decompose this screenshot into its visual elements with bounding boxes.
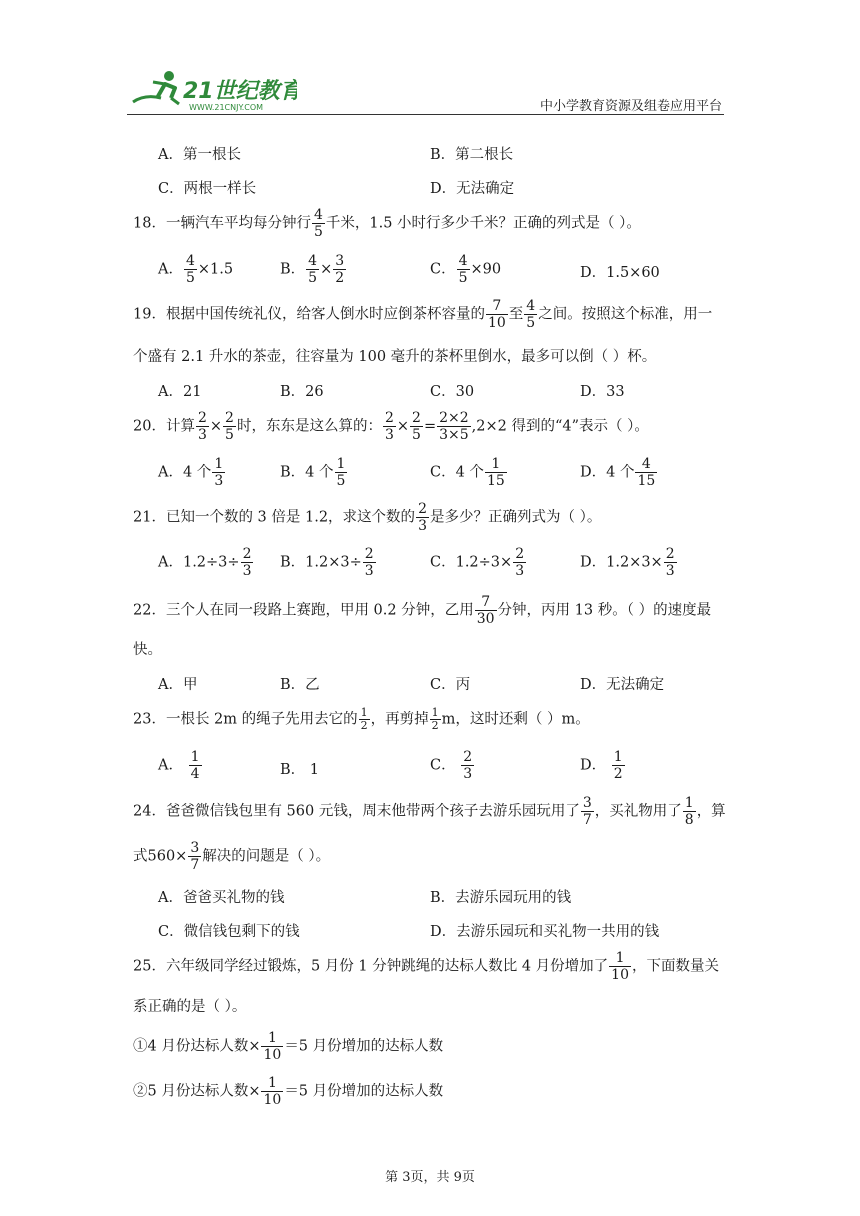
question-23: 23．一根长 2m 的绳子先用去它的 $\frac{1}{2}$ ，再剪掉 $\frac{1}{2}$ m，这时还剩（ ）m。 (133, 706, 590, 732)
q25-statement-1: ①4 月份达标人数× $\frac{1}{10}$ ＝5 月份增加的达标人数 (133, 1030, 444, 1063)
q18-option-b: B． $\frac{4}{5}$ × $\frac{3}{2}$ (280, 253, 345, 286)
logo (127, 68, 297, 114)
q21-option-b: B．1.2×3÷ $\frac{2}{3}$ (280, 546, 374, 579)
q21-option-c: C．1.2÷3× $\frac{2}{3}$ (430, 546, 525, 579)
question-19: 19．根据中国传统礼仪，给客人倒水时应倒茶杯容量的 $\frac{7}{10}$ 至 $\frac{4}{5}$ 之间。按照这个标准，用一 (133, 298, 713, 331)
q23-option-d: D． $\frac{1}{2}$ (580, 749, 623, 782)
q24-option-a: A．爸爸买礼物的钱 (158, 890, 285, 906)
q21-option-a: A．1.2÷3÷ $\frac{2}{3}$ (158, 546, 252, 579)
q22-option-d: D．无法确定 (580, 677, 665, 693)
question-21: 21．已知一个数的 3 倍是 1.2，求这个数的 $\frac{2}{3}$ 是多少？正确列式为（ ）。 (133, 501, 602, 534)
question-19-line2: 个盛有 2.1 升水的茶壶，往容量为 100 毫升的茶杯里倒水，最多可以倒（ ）杯。 (133, 349, 657, 365)
q17-option-d: D．无法确定 (430, 181, 515, 197)
q19-option-b: B．26 (280, 384, 324, 400)
q20-option-d: D．4 个 $\frac{4}{15}$ (580, 456, 656, 489)
q18-option-a: A． $\frac{4}{5}$ ×1.5 (158, 253, 234, 286)
question-22-line2: 快。 (133, 642, 162, 658)
question-22: 22．三个人在同一段路上赛跑，甲用 0.2 分钟，乙用 $\frac{7}{30}$ 分钟，丙用 13 秒。（ ）的速度最 (133, 594, 712, 627)
question-18: 18．一辆汽车平均每分钟行 $\frac{4}{5}$ 千米，1.5 小时行多少千米？正确的列式是（ ）。 (133, 207, 641, 240)
q19-option-a: A．21 (158, 384, 202, 400)
question-24: 24．爸爸微信钱包里有 560 元钱，周末他带两个孩子去游乐园玩用了 $\frac{3}{7}$ ，买礼物用了 $\frac{1}{8}$ ，算 (133, 795, 726, 828)
q20-option-a: A．4 个 $\frac{1}{3}$ (158, 456, 224, 489)
q23-option-c: C． $\frac{2}{3}$ (430, 749, 473, 782)
q23-option-a: A． $\frac{1}{4}$ (158, 749, 200, 782)
q19-option-d: D．33 (580, 384, 625, 400)
q17-option-a: A．第一根长 (158, 147, 241, 163)
svg-text:21世纪教育: 21世纪教育 (183, 79, 297, 104)
q22-option-c: C．丙 (430, 677, 471, 693)
question-25: 25．六年级同学经过锻炼，5 月份 1 分钟跳绳的达标人数比 4 月份增加了 $\frac{1}{10}$ ，下面数量关 (133, 950, 719, 983)
q20-option-c: C．4 个 $\frac{1}{15}$ (430, 456, 505, 489)
q24-option-c: C．微信钱包剩下的钱 (158, 924, 300, 940)
q23-option-b: B． 1 (280, 762, 319, 778)
question-20: 20．计算 $\frac{2}{3}$ × $\frac{2}{5}$ 时，东东是这么算的： $\frac{2}{3}$ × $\frac{2}{5}$ = $\frac{2\times 2}{3\times 5}$ ,2×2 得到的“4”表示（ ）。 (133, 410, 649, 443)
question-24-line2: 式560× $\frac{3}{7}$ 解决的问题是（ ）。 (133, 840, 331, 873)
header-platform-text: 中小学教育资源及组卷应用平台 (540, 99, 723, 114)
q22-option-a: A．甲 (158, 677, 198, 693)
runner-logo-icon (127, 68, 297, 114)
q17-option-c: C．两根一样长 (158, 181, 257, 197)
page-footer: 第 3页，共 9页 (385, 1170, 475, 1185)
q24-option-d: D．去游乐园玩和买礼物一共用的钱 (430, 924, 660, 940)
q21-option-d: D．1.2×3× $\frac{2}{3}$ (580, 546, 675, 579)
question-25-line2: 系正确的是（ ）。 (133, 999, 247, 1015)
q24-option-b: B．去游乐园玩用的钱 (430, 890, 572, 906)
q19-option-c: C．30 (430, 384, 475, 400)
svg-text:WWW.21CNJY.COM: WWW.21CNJY.COM (189, 103, 264, 112)
q25-statement-2: ②5 月份达标人数× $\frac{1}{10}$ ＝5 月份增加的达标人数 (133, 1075, 444, 1108)
q17-option-b: B．第二根长 (430, 147, 514, 163)
q18-option-c: C． $\frac{4}{5}$ ×90 (430, 253, 502, 286)
q20-option-b: B．4 个 $\frac{1}{5}$ (280, 456, 346, 489)
header-divider (127, 114, 724, 115)
q22-option-b: B．乙 (280, 677, 320, 693)
q18-option-d: D．1.5×60 (580, 265, 660, 281)
